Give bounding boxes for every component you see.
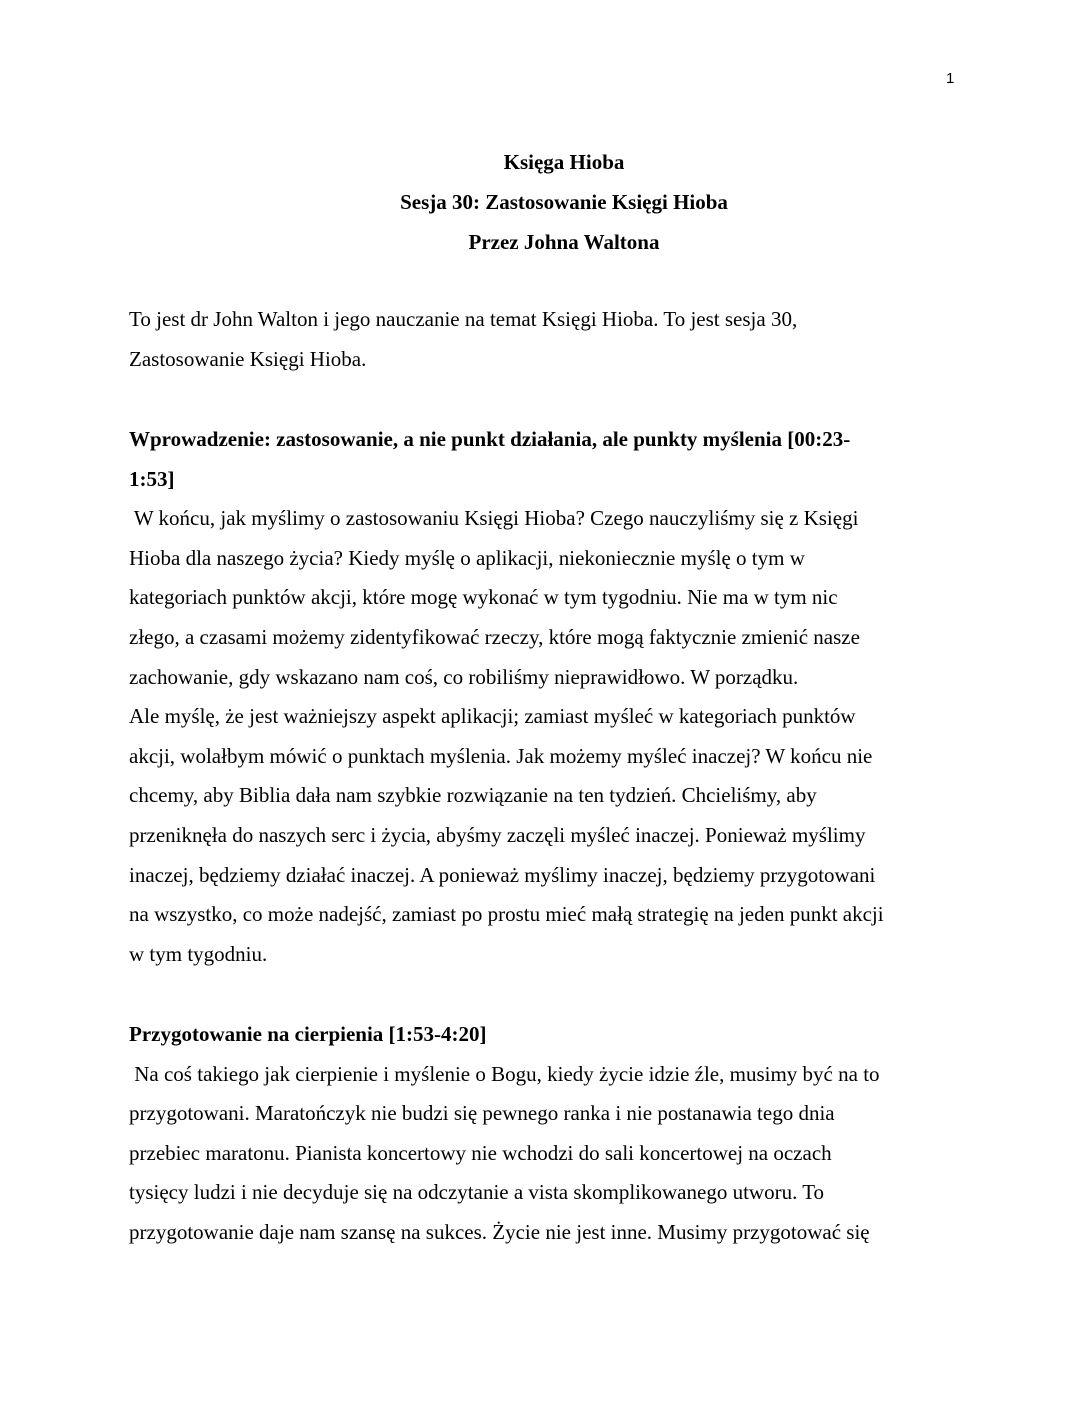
text-line: Na coś takiego jak cierpienie i myślenie o Bogu, kiedy życie idzie źle, musimy być na to bbox=[129, 1061, 880, 1086]
text-line: przygotowanie daje nam szansę na sukces. Życie nie jest inne. Musimy przygotować się bbox=[129, 1219, 870, 1244]
text-line: W końcu, jak myślimy o zastosowaniu Księgi Hioba? Czego nauczyliśmy się z Księgi bbox=[129, 506, 859, 531]
text-line: zachowanie, gdy wskazano nam coś, co robiliśmy nieprawidłowo. W porządku. bbox=[129, 664, 799, 689]
text-line: To jest dr John Walton i jego nauczanie na temat Księgi Hioba. To jest sesja 30, bbox=[129, 307, 798, 331]
section-body bbox=[129, 1055, 880, 1253]
text-line: chcemy, aby Biblia dała nam szybkie rozwiązanie na ten tydzień. Chcieliśmy, aby bbox=[129, 783, 817, 808]
section-body bbox=[129, 499, 884, 974]
page-number: 1 bbox=[946, 70, 955, 87]
section-heading: Wprowadzenie: zastosowanie, a nie punkt działania, ale punkty myślenia [00:23- bbox=[129, 427, 851, 451]
text-line: Zastosowanie Księgi Hioba. bbox=[129, 346, 367, 371]
session-title: Sesja 30: Zastosowanie Księgi Hioba bbox=[400, 190, 728, 214]
text-line: złego, a czasami możemy zidentyfikować rzeczy, które mogą faktycznie zmienić nasze bbox=[129, 624, 860, 649]
text-line: inaczej, będziemy działać inaczej. A ponieważ myślimy inaczej, będziemy przygotowani bbox=[129, 862, 876, 887]
text-line: na wszystko, co może nadejść, zamiast po prostu mieć małą strategię na jeden punkt akcji bbox=[129, 902, 884, 927]
text-line: Hioba dla naszego życia? Kiedy myślę o aplikacji, niekoniecznie myślę o tym w bbox=[129, 545, 805, 570]
intro-paragraph bbox=[129, 300, 797, 379]
text-line: akcji, wolałbym mówić o punktach myślenia. Jak możemy myśleć inaczej? W końcu nie bbox=[129, 743, 873, 768]
text-line: przygotowani. Maratończyk nie budzi się pewnego ranka i nie postanawia tego dnia bbox=[129, 1101, 835, 1126]
book-title: Księga Hioba bbox=[503, 150, 625, 174]
text-line: kategoriach punktów akcji, które mogę wykonać w tym tygodniu. Nie ma w tym nic bbox=[129, 585, 838, 610]
text-line: przeniknęła do naszych serc i życia, abyśmy zaczęli myśleć inaczej. Ponieważ myślimy bbox=[129, 822, 866, 847]
section-1 bbox=[129, 420, 884, 974]
section-heading: 1:53] bbox=[129, 466, 175, 491]
text-line: Ale myślę, że jest ważniejszy aspekt aplikacji; zamiast myśleć w kategoriach punktów bbox=[129, 704, 856, 729]
text-line: tysięcy ludzi i nie decyduje się na odczytanie a vista skomplikowanego utworu. To bbox=[129, 1180, 825, 1205]
text-line: w tym tygodniu. bbox=[129, 941, 268, 966]
text-line: przebiec maratonu. Pianista koncertowy nie wchodzi do sali koncertowej na oczach bbox=[129, 1140, 832, 1165]
section-2 bbox=[129, 1015, 880, 1253]
document-title-block bbox=[0, 142, 1088, 262]
author-line: Przez Johna Waltona bbox=[468, 230, 660, 254]
section-heading: Przygotowanie na cierpienia [1:53-4:20] bbox=[129, 1022, 487, 1046]
